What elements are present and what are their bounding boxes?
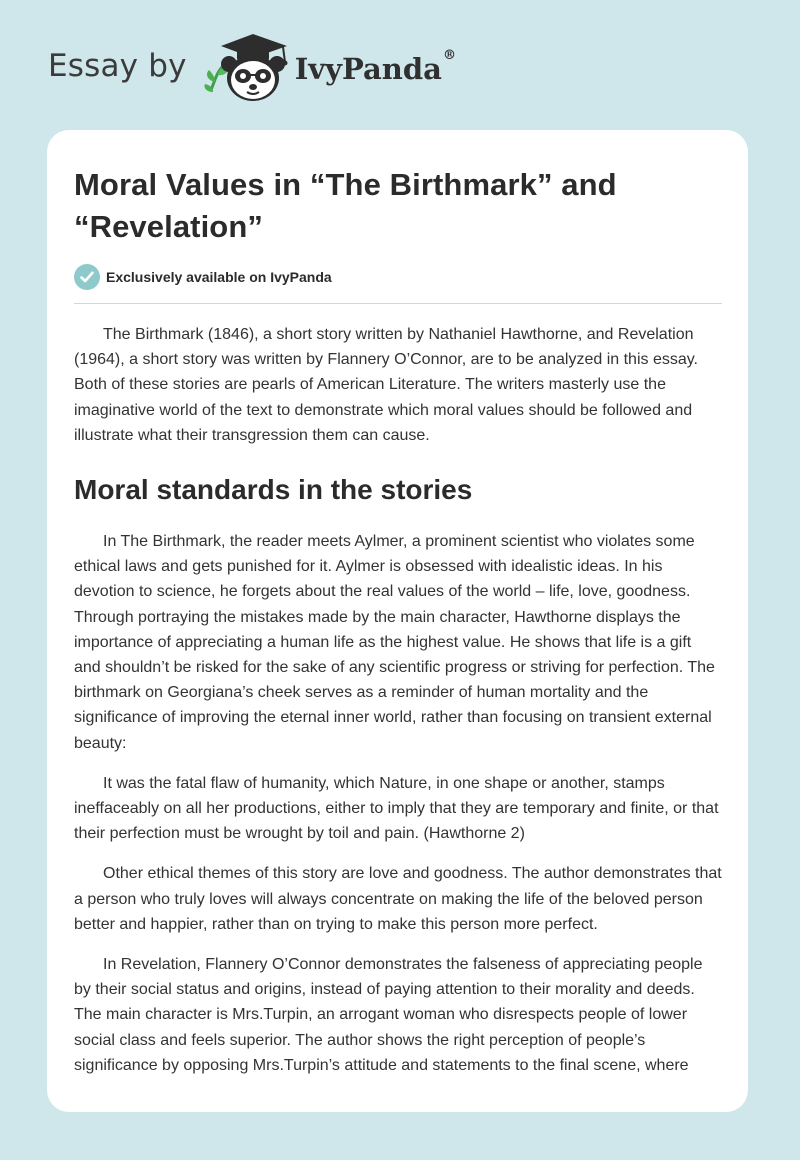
- essay-card: [47, 130, 748, 1112]
- intro-paragraph: The Birthmark (1846), a short story written by Nathaniel Hawthorne, and Revelation (1964), a short story was written by Flannery O’Connor, are to be analyzed in this essay. Both of these stories are pearls of American Literature. The writers masterly use the imaginative world of the text to demonstrate which moral values should be followed and illustrate what their transgression them can cause.: [74, 326, 698, 444]
- brand-prefix: Essay by: [48, 48, 187, 84]
- hawthorne-quote: It was the fatal flaw of humanity, which Nature, in one shape or another, stamps ineffaceably on all her productions, either to imply that they are temporary and finite, or that their perfection must be wrought by toil and pain. (Hawthorne 2): [74, 774, 719, 843]
- page-title: Moral Values in “The Birthmark” and “Revelation”: [74, 167, 617, 244]
- exclusive-badge: [74, 263, 722, 291]
- divider: [74, 303, 722, 304]
- check-circle-icon: [74, 264, 100, 290]
- section-heading: Moral standards in the stories: [74, 474, 473, 506]
- themes-paragraph: Other ethical themes of this story are love and goodness. The author demonstrates that a person who truly loves will always concentrate on making the life of the beloved person better and happier, rather than on trying to make this person more perfect.: [74, 865, 722, 933]
- registered-mark: ®: [442, 48, 456, 63]
- revelation-paragraph: In Revelation, Flannery O’Connor demonstrates the falseness of appreciating people by their social status and origins, instead of paying attention to their morality and deeds. The main character is Mrs.Turpin, an arrogant woman who disrespects people of lower social class and feels superior. The author shows the right perception of people’s significance by opposing Mrs.Turpin’s attitude and statements to the final scene, where: [74, 956, 703, 1074]
- panda-graduate-logo-icon: [201, 32, 293, 104]
- brand-name: IvyPanda®: [294, 48, 456, 86]
- birthmark-paragraph: In The Birthmark, the reader meets Aylmer, a prominent scientist who violates some ethical laws and gets punished for it. Aylmer is obsessed with idealistic ideas. In his devotion to science, he forgets about the real values of the world – life, love, goodness. Through portraying the mistakes made by the main character, Hawthorne displays the importance of appreciating a human life as the highest value. He shows that life is a gift and shouldn’t be risked for the sake of any scientific progress or striving for perfection. The birthmark on Georgiana’s cheek serves as a reminder of human mortality and the significance of improving the eternal inner world, rather than focusing on transient external beauty:: [74, 533, 715, 752]
- exclusive-label: Exclusively available on IvyPanda: [106, 269, 332, 285]
- brand-logo[interactable]: [48, 32, 456, 104]
